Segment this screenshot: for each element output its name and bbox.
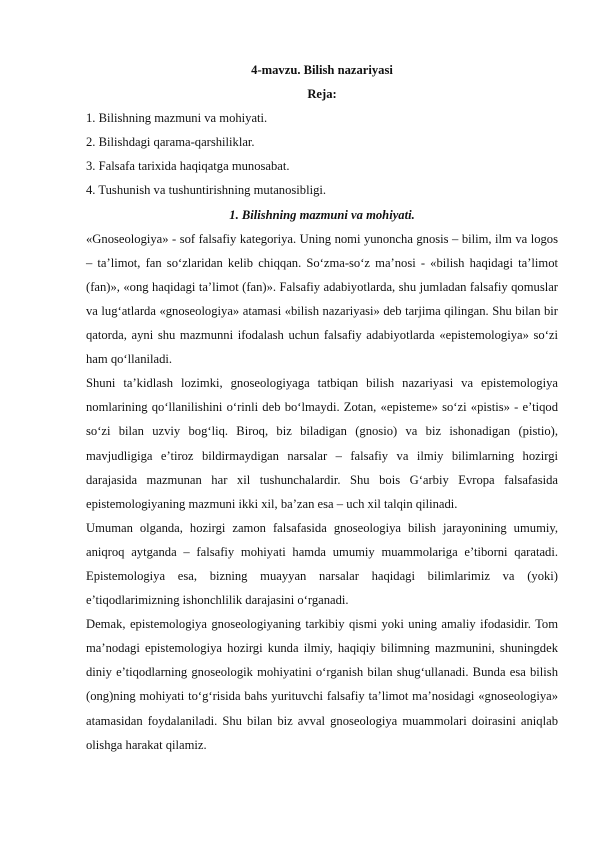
plan-item: 3. Falsafa tarixida haqiqatga munosabat.: [86, 159, 290, 174]
section-heading: 1. Bilishning mazmuni va mohiyati.: [229, 207, 415, 222]
plan-list: [86, 106, 558, 202]
plan-item: 4. Tushunish va tushuntirishning mutanosibligi.: [86, 183, 327, 198]
plan-item: 2. Bilishdagi qarama-qarshiliklar.: [86, 135, 255, 150]
body-paragraph: Demak, epistemologiya gnoseologiyaning tarkibiy qismi yoki uning amaliy ifodasidir. Tom ma’nodagi epistemologiya hozirgi kunda ilmiy, haqiqiy bilimning mazmunini, shuningdek diniy e’tiqodlarning gnoseologik mohiyatini o‘rganish bilan shug‘ullanadi. Bunda esa bilish (ong)ning mohiyati to‘g‘risida bahs yurituvchi falsafiy ta’limot ma’nosidagi «gnoseologiya» atamasidan foydalaniladi. Shu bilan biz avval gnoseologiya muammolari doirasini aniqlab olishga harakat qilamiz.: [86, 617, 558, 752]
document-page: [86, 58, 558, 757]
body-paragraph: Umuman olganda, hozirgi zamon falsafasida gnoseologiya bilish jarayonining umumiy, aniqroq aytganda – falsafiy mohiyati hamda umumiy muammolariga e’tiborni qaratadi. Epistemologiya esa, bizning muayyan narsalar haqidagi bilimlarimiz va (yoki) e’tiqodlarimizning ishonchlilik darajasini o‘rganadi.: [86, 520, 558, 608]
document-title: 4-mavzu. Bilish nazariyasi: [251, 63, 393, 77]
plan-item: 1. Bilishning mazmuni va mohiyati.: [86, 111, 268, 126]
body-paragraph: Shuni ta’kidlash lozimki, gnoseologiyaga tatbiqan bilish nazariyasi va epistemologiya nomlarining qo‘llanilishini o‘rinli deb bo‘lmaydi. Zotan, «episteme» so‘zi «pistis» - e’tiqod so‘zi bilan uzviy bog‘liq. Biroq, biz biladigan (gnosio) va biz ishonadigan (pistio), mavjudligiga e’tiroz bildirmaydigan narsalar – falsafiy va ilmiy bilimlarning hozirgi darajasida mazmunan har xil tushunchalardir. Shu bois G‘arbiy Evropa falsafasida epistemologiyaning mazmuni ikki xil, ba’zan esa – uch xil talqin qilinadi.: [86, 376, 558, 511]
body-paragraph: «Gnoseologiya» - sof falsafiy kategoriya. Uning nomi yunoncha gnosis – bilim, ilm va logos – ta’limot, fan so‘zlaridan kelib chiqqan. So‘zma-so‘z ma’nosi - «bilish haqidagi ta’limot (fan)», «ong haqidagi ta’limot (fan)». Falsafiy adabiyotlarda, shu jumladan falsafiy qomuslar va lug‘atlarda «gnoseologiya» atamasi «bilish nazariyasi» deb tarjima qilingan. Shu bilan bir qatorda, ayni shu mazmunni ifodalash uchun falsafiy adabiyotlarda «epistemologiya» so‘zi ham qo‘llaniladi.: [86, 231, 558, 367]
plan-heading: Reja:: [307, 87, 337, 102]
